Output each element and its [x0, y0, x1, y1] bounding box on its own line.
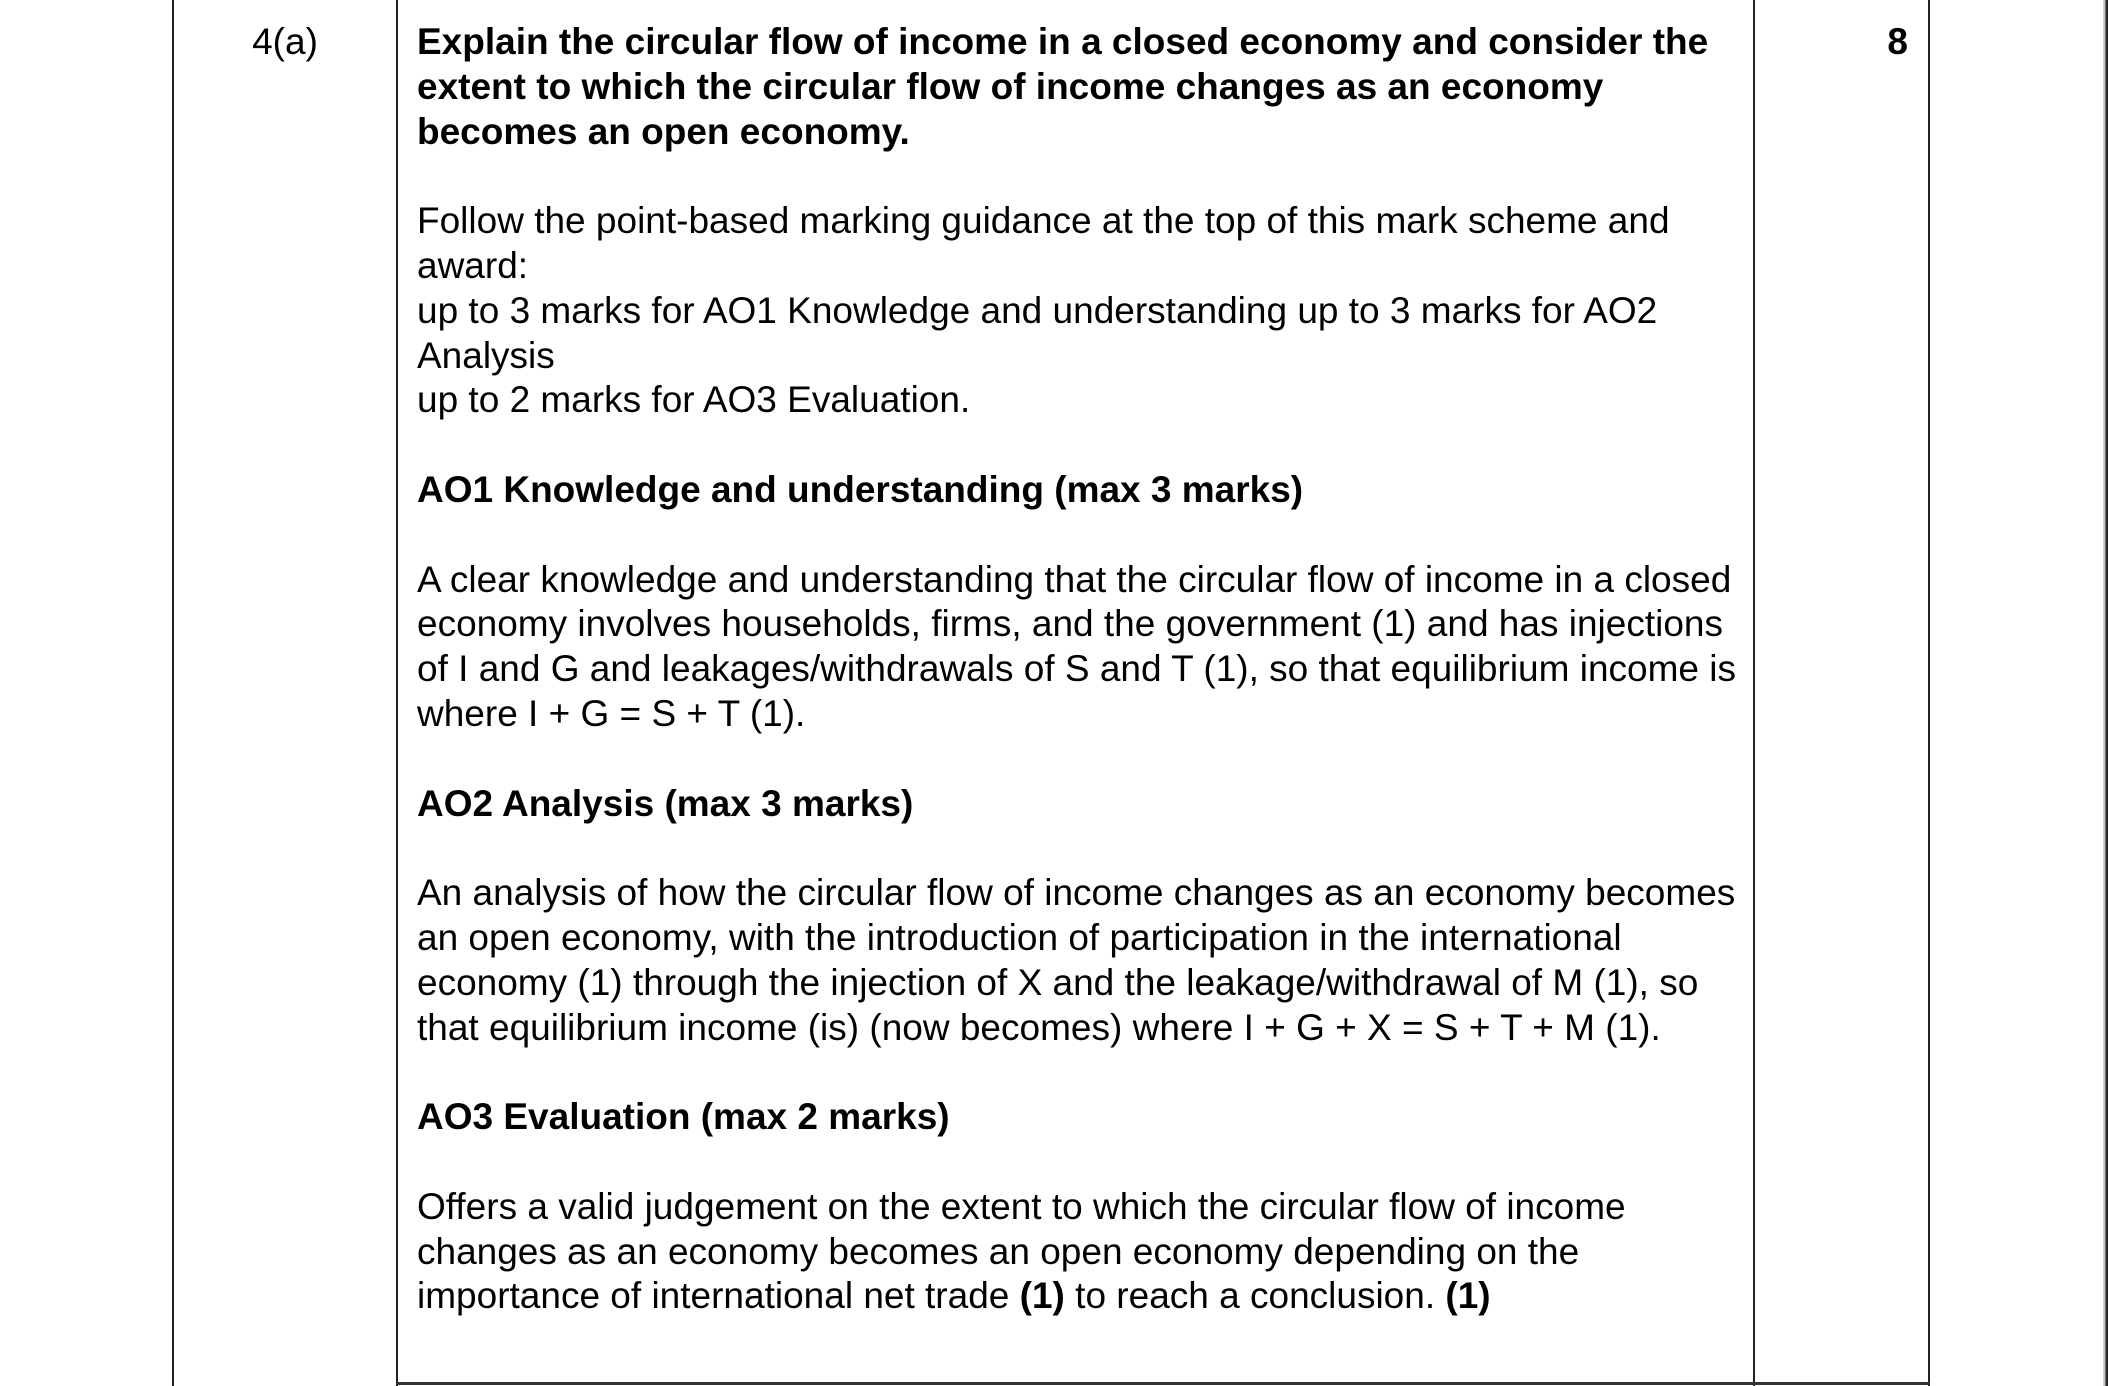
table-border-marks-col — [1928, 0, 1930, 1386]
ao3-mark: (1) — [1019, 1275, 1065, 1317]
marking-guidance — [417, 199, 1737, 423]
table-border-left — [172, 0, 174, 1386]
ao3-text-part: Offers a valid judgement on the extent to which the circular flow of income changes as an economy becomes an open economy depending on the importance of international net trade — [417, 1185, 1626, 1317]
guidance-line: up to 2 marks for AO3 Evaluation. — [417, 379, 971, 421]
ao1-text: A clear knowledge and understanding that the circular flow of income in a closed economy involves households, firms, and the government (1) and has injections of I and G and leakages/withdrawals of S and T (1), so that equilibrium income is where I + G = S + T (1). — [417, 558, 1736, 734]
ao3-heading: AO3 Evaluation (max 2 marks) — [417, 1096, 950, 1138]
ao1-heading: AO1 Knowledge and understanding (max 3 marks) — [417, 468, 1304, 510]
table-border-question-col — [396, 0, 398, 1386]
guidance-line: Follow the point-based marking guidance at the top of this mark scheme and award: — [417, 200, 1670, 286]
mark-scheme-content — [417, 20, 1737, 1364]
ao3-text-part: to reach a conclusion. — [1064, 1275, 1446, 1317]
ao2-heading: AO2 Analysis (max 3 marks) — [417, 782, 914, 824]
table-border-answer-col — [1753, 0, 1755, 1386]
guidance-line: up to 3 marks for AO1 Knowledge and understanding up to 3 marks for AO2 Analysis — [417, 289, 1658, 376]
page-edge — [2103, 0, 2108, 1386]
ao3-mark: (1) — [1445, 1275, 1491, 1317]
question-number: 4(a) — [252, 21, 318, 62]
question-marks: 8 — [1887, 21, 1908, 62]
ao2-text: An analysis of how the circular flow of income changes as an economy becomes an open economy, with the introduction of participation in the international economy (1) through the injection of X and the leakage/withdrawal of M (1), so that equilibrium income (is) (now becomes) where I + G + X = S + T + M (1). — [417, 872, 1736, 1048]
table-border-bottom — [396, 1382, 1930, 1385]
question-text: Explain the circular flow of income in a closed economy and consider the extent to which the circular flow of income changes as an economy becomes an open economy. — [417, 21, 1709, 152]
ao3-text — [417, 1185, 1737, 1319]
